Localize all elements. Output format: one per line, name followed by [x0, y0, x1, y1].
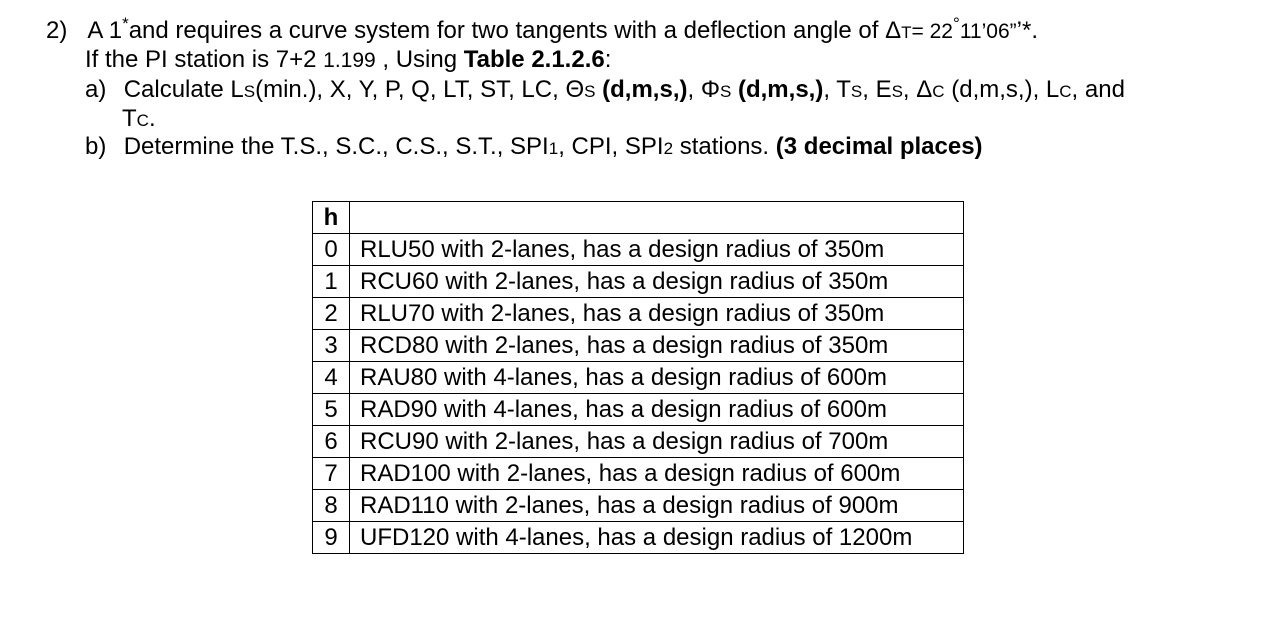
- part-a-text: (d,m,s,), L: [951, 76, 1060, 103]
- row-h: 4: [313, 362, 350, 394]
- part-a-text: , Δ: [902, 76, 933, 103]
- part-a-bold: (d,m,s,): [737, 76, 824, 103]
- part-a-continuation: [122, 105, 156, 135]
- subscript: 1: [548, 139, 559, 158]
- table-reference: Table 2.1.2.6: [463, 46, 605, 73]
- header-desc: [350, 202, 964, 234]
- subscript: S: [584, 82, 596, 101]
- row-h: 9: [313, 522, 350, 554]
- row-h: 0: [313, 234, 350, 266]
- row-desc: RAD110 with 2-lanes, has a design radius of 900m: [350, 490, 964, 522]
- part-a-text: (min.), X, Y, P, Q, LT, ST, LC, Θ: [255, 76, 585, 103]
- question-line-2: [85, 46, 611, 75]
- subscript: S: [243, 82, 256, 101]
- table-row: [313, 426, 964, 458]
- degree-symbol: °: [953, 14, 960, 33]
- part-a-label: a): [85, 76, 107, 103]
- row-h: 3: [313, 330, 350, 362]
- row-desc: RCD80 with 2-lanes, has a design radius of 350m: [350, 330, 964, 362]
- row-desc: RLU50 with 2-lanes, has a design radius of 350m: [350, 234, 964, 266]
- part-a-text: , E: [862, 76, 892, 103]
- row-desc: RCU90 with 2-lanes, has a design radius of 700m: [350, 426, 964, 458]
- row-h: 5: [313, 394, 350, 426]
- row-h: 7: [313, 458, 350, 490]
- row-desc: RLU70 with 2-lanes, has a design radius of 350m: [350, 298, 964, 330]
- part-a-text: , Φ: [687, 76, 720, 103]
- table-row: [313, 234, 964, 266]
- part-b-text: stations.: [679, 133, 770, 160]
- subscript: C: [1059, 82, 1072, 101]
- header-h: h: [313, 202, 350, 234]
- table-row: [313, 458, 964, 490]
- table-row: [313, 330, 964, 362]
- subscript: C: [136, 111, 149, 130]
- table-row: [313, 394, 964, 426]
- question-number: 2): [46, 17, 68, 44]
- part-a-text: , T: [823, 76, 851, 103]
- row-h: 1: [313, 266, 350, 298]
- part-a-text: Calculate L: [123, 76, 244, 103]
- line2-end: :: [604, 46, 612, 73]
- table-row: [313, 362, 964, 394]
- row-desc: UFD120 with 4-lanes, has a design radius of 1200m: [350, 522, 964, 554]
- part-b-text: Determine the T.S., S.C., C.S., S.T., SPI: [123, 133, 549, 160]
- table-row: [313, 298, 964, 330]
- part-a-bold: (d,m,s,): [602, 76, 688, 103]
- row-desc: RCU60 with 2-lanes, has a design radius of 350m: [350, 266, 964, 298]
- part-a-cont-text: T: [122, 105, 137, 132]
- deflection-angle-min-sec: 11’06”: [959, 20, 1017, 43]
- row-h: 6: [313, 426, 350, 458]
- part-b-bold: (3 decimal places): [775, 133, 983, 160]
- question-line1-end: ’*.: [1016, 17, 1038, 44]
- question-line1-pre: A 1: [87, 17, 123, 44]
- table-header-row: [313, 202, 964, 234]
- question-line1-star: *: [122, 14, 129, 33]
- part-b-label: b): [85, 133, 107, 160]
- question-line1-mid: and requires a curve system for two tangents with a deflection angle of Δ: [128, 17, 902, 44]
- part-a-line: [85, 76, 1125, 106]
- delta-t-subscript: T: [901, 23, 912, 42]
- row-desc: RAU80 with 4-lanes, has a design radius of 600m: [350, 362, 964, 394]
- subscript: 2: [663, 139, 674, 158]
- part-a-text: , and: [1071, 76, 1125, 103]
- row-desc: RAD100 with 2-lanes, has a design radius of 600m: [350, 458, 964, 490]
- subscript: S: [719, 82, 732, 101]
- pi-station-text: If the PI station is 7+2: [85, 46, 317, 73]
- row-h: 8: [313, 490, 350, 522]
- using-text: , Using: [382, 46, 458, 73]
- row-h: 2: [313, 298, 350, 330]
- pi-station-value: 1.199: [323, 49, 376, 72]
- table-row: [313, 266, 964, 298]
- part-b-line: [85, 133, 983, 163]
- part-b-text: , CPI, SPI: [558, 133, 664, 160]
- question-line-1: [46, 14, 1038, 47]
- subscript: S: [850, 82, 863, 101]
- table-row: [313, 490, 964, 522]
- subscript: C: [932, 82, 945, 101]
- part-a-cont-end: .: [148, 105, 156, 132]
- design-table: [312, 201, 964, 554]
- row-desc: RAD90 with 4-lanes, has a design radius of 600m: [350, 394, 964, 426]
- table-row: [313, 522, 964, 554]
- subscript: S: [891, 82, 903, 101]
- deflection-angle-eq: = 22: [911, 20, 953, 43]
